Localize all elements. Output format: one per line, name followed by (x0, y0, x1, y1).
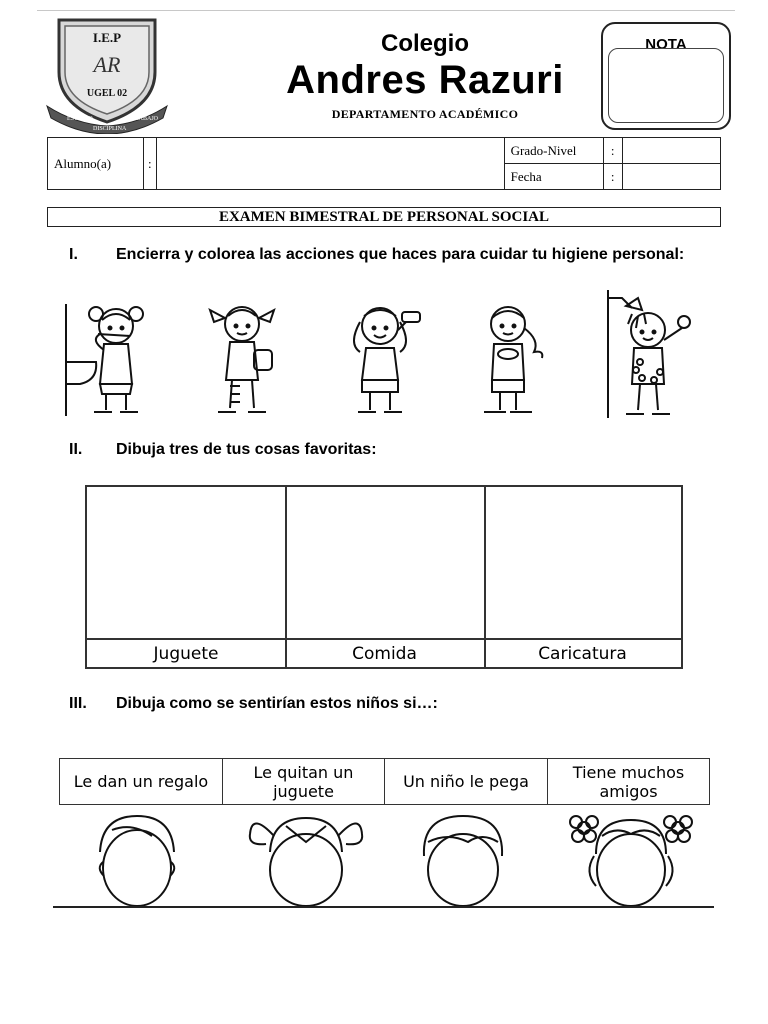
situation-toy-taken: Le quitan un juguete (223, 759, 385, 804)
svg-text:I.E.P: I.E.P (92, 30, 122, 45)
question-2 (69, 441, 377, 459)
date-field[interactable] (622, 164, 720, 190)
question-2-number: II. (69, 441, 83, 458)
child-showering-illustration[interactable] (602, 288, 698, 422)
question-1-number: I. (69, 246, 78, 263)
svg-text:TRABAJO: TRABAJO (131, 116, 159, 122)
student-colon: : (144, 138, 157, 190)
exam-title: EXAMEN BIMESTRAL DE PERSONAL SOCIAL (47, 207, 721, 227)
grade-box-label: NOTA (645, 36, 687, 53)
favorite-label-cartoon: Caricatura (538, 644, 627, 664)
favorite-label-toy: Juguete (153, 644, 219, 664)
question-1-text: Encierra y colorea las acciones que haces para cuidar tu higiene personal: (116, 246, 685, 263)
question-3-number: III. (69, 695, 87, 712)
situations-table (59, 758, 710, 805)
blank-face-boy-1[interactable] (92, 812, 182, 908)
school-crest-logo (45, 14, 169, 134)
favorites-drawing-grid (85, 485, 683, 669)
grade-level-colon: : (603, 138, 622, 164)
situation-hit: Un niño le pega (385, 759, 548, 804)
grade-box (601, 22, 731, 130)
favorite-label-food: Comida (352, 644, 417, 664)
date-colon: : (603, 164, 622, 190)
student-name-field[interactable] (156, 138, 504, 190)
school-prefix: Colegio (381, 30, 469, 57)
question-3-text: Dibuja como se sentirían estos niños si…: (116, 695, 438, 712)
student-info-table (47, 137, 721, 190)
school-name: Andres Razuri (286, 58, 564, 102)
svg-text:AR: AR (93, 52, 121, 77)
situation-many-friends: Tiene muchos amigos (572, 762, 685, 801)
svg-text:ESTUDIO: ESTUDIO (67, 116, 93, 122)
child-washing-hands-illustration[interactable] (470, 300, 554, 420)
date-label: Fecha (504, 164, 603, 190)
blank-face-boy-2[interactable] (418, 812, 508, 908)
question-1 (69, 246, 684, 264)
department-label: DEPARTAMENTO ACADÉMICO (331, 107, 519, 121)
question-3 (69, 695, 438, 713)
blank-face-girl-flowers[interactable] (566, 812, 696, 908)
blank-face-girl-pigtails[interactable] (246, 812, 366, 908)
child-with-bag-illustration[interactable] (200, 300, 284, 420)
situation-gift: Le dan un regalo (60, 759, 223, 804)
svg-text:DISCIPLINA: DISCIPLINA (93, 126, 127, 132)
question-2-text: Dibuja tres de tus cosas favoritas: (116, 441, 377, 458)
ground-line (53, 906, 714, 908)
grade-level-label: Grado-Nivel (504, 138, 603, 164)
top-rule (37, 10, 735, 11)
student-label: Alumno(a) (48, 138, 144, 190)
child-brushing-teeth-illustration[interactable] (60, 300, 152, 420)
child-combing-hair-illustration[interactable] (340, 300, 430, 420)
grade-level-field[interactable] (622, 138, 720, 164)
grade-box-field[interactable] (608, 48, 724, 123)
svg-text:UGEL 02: UGEL 02 (86, 88, 128, 99)
